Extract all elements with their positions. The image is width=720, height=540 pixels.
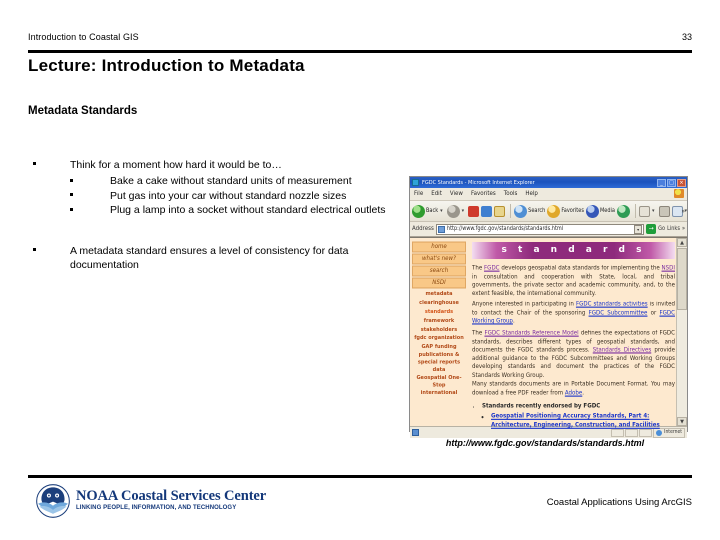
stop-button[interactable] <box>468 206 479 217</box>
back-arrow-icon <box>412 205 425 218</box>
home-icon <box>494 206 505 217</box>
menu-item-favorites[interactable]: Favorites <box>470 190 496 198</box>
toolbar-overflow-button[interactable]: » <box>681 207 685 215</box>
search-button[interactable] <box>514 205 545 218</box>
star-icon <box>547 205 560 218</box>
bullet-marker-icon <box>33 162 36 165</box>
bullet-level2-lamp <box>28 203 398 218</box>
text-segment: is invited to contact the Chair of the sponsoring <box>472 301 675 317</box>
nav-link-international[interactable]: international <box>420 389 458 396</box>
nav-link-metadata[interactable]: metadata <box>425 290 453 298</box>
address-url-text: http://www.fgdc.gov/standards/standards.html <box>446 225 564 233</box>
go-button[interactable] <box>646 224 665 234</box>
bullet-level2-cake <box>28 174 398 189</box>
chevron-down-icon[interactable]: ▾ <box>651 208 655 214</box>
bullet-marker-icon <box>70 193 73 196</box>
bullet-marker-icon <box>70 208 73 211</box>
bullet-spacer <box>28 218 398 244</box>
link-geospatial-positioning-part4[interactable]: Geospatial Positioning Accuracy Standards, Part 4: Architecture, Engineering, Construction, and Facilities <box>491 412 660 429</box>
bullet-text: A metadata standard ensures a level of consistency for data documentation <box>70 244 349 271</box>
forward-button[interactable] <box>447 205 467 218</box>
footer-divider <box>28 475 692 478</box>
page-number: 33 <box>681 32 692 42</box>
history-clock-icon <box>617 205 630 218</box>
menu-item-view[interactable]: View <box>449 190 463 198</box>
menu-item-tools[interactable]: Tools <box>503 190 518 198</box>
bullet-text: Plug a lamp into a socket without standard electrical outlets <box>110 204 386 216</box>
close-button[interactable]: × <box>677 179 686 187</box>
nav-link-clearinghouse[interactable]: clearinghouse <box>419 299 459 307</box>
text-segment: develops geospatial data standards for implementing the <box>499 265 662 272</box>
menu-item-help[interactable]: Help <box>525 190 538 198</box>
link-fgdc[interactable]: FGDC <box>484 265 500 272</box>
link-fgdc-working-group[interactable]: FGDC Working Group <box>472 309 675 325</box>
noaa-logo <box>36 484 266 518</box>
browser-title-bar <box>410 177 687 188</box>
nav-link-geospatial-one-stop[interactable]: Geospatial One-Stop <box>416 373 462 388</box>
text-segment: Anyone interested in participating in <box>472 301 576 308</box>
bullet-level1-think <box>28 158 398 172</box>
page-title: Lecture: Introduction to Metadata <box>28 56 305 75</box>
search-icon <box>514 205 527 218</box>
footer-course-name: Coastal Applications Using ArcGIS <box>546 497 692 508</box>
link-nsdi[interactable]: NSDI <box>661 265 675 272</box>
bullet-level2-gas <box>28 189 398 204</box>
links-overflow-icon[interactable]: » <box>681 225 685 233</box>
nav-link-standards[interactable]: standards <box>424 308 454 316</box>
printer-icon <box>659 206 670 217</box>
url-caption: http://www.fgdc.gov/standards/standards.html <box>445 438 645 448</box>
toolbar-separator <box>510 204 511 218</box>
browser-toolbar <box>410 201 687 222</box>
back-label: Back <box>426 207 439 215</box>
standards-banner: s t a n d a r d s <box>472 242 675 259</box>
nav-link-fgdc-organization[interactable]: fgdc organization <box>414 334 464 342</box>
search-label: Search <box>528 207 546 215</box>
noaa-org-name: NOAA Coastal Services Center <box>76 488 267 504</box>
globe-icon <box>656 430 662 436</box>
header-course-title: Introduction to Coastal GIS <box>28 32 139 42</box>
text-segment: provide additional guidance to the FGDC Subcommittees and Working Groups developing standards and document the practices of the FGDC Standards Working Group. <box>472 346 675 379</box>
media-button[interactable] <box>586 205 615 218</box>
go-label: Go <box>658 225 666 233</box>
menu-item-file[interactable]: File <box>414 190 424 198</box>
paragraph-2 <box>472 301 675 326</box>
browser-window-screenshot <box>409 176 688 436</box>
text-segment: The <box>472 329 485 337</box>
status-page-icon <box>412 429 419 436</box>
scroll-down-arrow-icon[interactable]: ▼ <box>677 417 687 426</box>
chevron-down-icon[interactable]: ▾ <box>440 208 443 214</box>
list-heading-text: Standards recently endorsed by FGDC <box>482 402 601 410</box>
text-segment: or <box>647 309 660 317</box>
status-left <box>412 429 610 436</box>
text-segment: . <box>582 388 585 396</box>
forward-arrow-icon <box>447 205 460 218</box>
media-icon <box>586 205 599 218</box>
nav-link-framework[interactable]: framework <box>423 317 455 325</box>
bullet-text: Bake a cake without standard units of measurement <box>110 175 352 187</box>
paragraph-3 <box>472 330 675 380</box>
nav-link-stakeholders[interactable]: stakeholders <box>420 326 458 334</box>
minimize-button[interactable]: _ <box>657 179 666 187</box>
bullet-level1-consistency <box>28 244 398 272</box>
link-fgdc-subcommittee[interactable]: FGDC Subcommittee <box>588 309 648 317</box>
nav-button-search[interactable]: search <box>412 266 466 277</box>
scroll-up-arrow-icon[interactable]: ▲ <box>677 238 687 247</box>
maximize-button[interactable]: □ <box>667 179 676 187</box>
header-divider <box>28 50 692 53</box>
text-segment: in consultation and cooperation with State, local, and tribal governments, the private sector and academic community, and, to the extent feasible, the international community. <box>472 273 675 297</box>
bullet-text: Think for a moment how hard it would be to… <box>70 159 282 171</box>
refresh-icon <box>481 206 492 217</box>
home-button[interactable] <box>494 206 505 217</box>
nav-link-publications[interactable]: publications & special reports <box>417 350 461 365</box>
list-item <box>482 402 675 430</box>
favorites-label: Favorites <box>561 207 584 215</box>
bullet-list <box>28 158 398 274</box>
stop-icon <box>468 206 479 217</box>
browser-menu-bar <box>410 188 687 201</box>
link-fgdc-standards-activities[interactable]: FGDC standards activities <box>575 301 648 308</box>
security-zone-label: Internet <box>664 429 682 436</box>
bullet-marker-icon <box>70 179 73 182</box>
address-input[interactable] <box>436 224 644 235</box>
edit-button[interactable] <box>672 206 690 217</box>
nav-button-whats-new[interactable]: what's new? <box>412 254 466 265</box>
link-standards-directives[interactable]: Standards Directives <box>592 346 652 354</box>
nav-link-gap-funding[interactable]: GAP funding <box>421 343 457 350</box>
nav-link-data[interactable]: data <box>432 366 446 373</box>
go-arrow-icon: → <box>646 224 656 234</box>
print-button[interactable] <box>659 206 670 217</box>
noaa-tagline: LINKING PEOPLE, INFORMATION, AND TECHNOLOGY <box>76 505 237 511</box>
bullet-text: Put gas into your car without standard nozzle sizes <box>110 189 347 202</box>
standards-list <box>472 402 675 430</box>
noaa-logo-text <box>76 489 266 513</box>
menu-item-edit[interactable]: Edit <box>431 190 442 198</box>
paragraph-1 <box>472 265 675 299</box>
site-main-content <box>468 238 687 429</box>
noaa-seal-icon <box>36 484 70 518</box>
browser-viewport <box>410 237 687 429</box>
refresh-button[interactable] <box>481 206 492 217</box>
section-heading: Metadata Standards <box>28 105 138 117</box>
site-sidebar-nav <box>410 238 468 426</box>
history-button[interactable] <box>617 205 630 218</box>
link-adobe[interactable]: Adobe <box>564 388 583 396</box>
address-label: Address <box>412 225 434 233</box>
chevron-down-icon[interactable]: ▾ <box>684 208 688 214</box>
internet-explorer-icon <box>412 179 419 186</box>
browser-window-title: FGDC Standards - Microsoft Internet Explorer <box>422 179 535 186</box>
bullet-sublist <box>28 174 398 218</box>
scrollbar-thumb[interactable] <box>677 248 687 310</box>
nav-button-nsdi[interactable]: NSDI <box>412 278 466 289</box>
list-item <box>491 412 675 430</box>
mail-icon <box>639 206 650 217</box>
window-controls <box>657 179 686 187</box>
media-label: Media <box>599 207 615 215</box>
paragraph-4 <box>472 381 675 398</box>
text-segment: . <box>512 317 515 325</box>
msn-logo-icon <box>674 189 684 198</box>
bullet-marker-icon <box>33 248 36 251</box>
chevron-down-icon[interactable]: ▾ <box>461 208 465 214</box>
links-button[interactable]: Links <box>667 225 680 233</box>
browser-address-bar <box>410 222 687 237</box>
text-segment: Many standards documents are in Portable Document Format. You may download a free PDF reader from <box>472 380 675 396</box>
address-dropdown-icon[interactable]: ▾ <box>634 225 642 234</box>
text-segment: The <box>472 265 485 272</box>
favorites-button[interactable] <box>547 205 584 218</box>
nav-button-home[interactable]: home <box>412 242 466 253</box>
standards-sublist <box>482 412 675 430</box>
vertical-scrollbar[interactable] <box>676 238 687 426</box>
text-segment: defines the expectations of FGDC standards, describes different types of geospatial standards, and documents the FGDC standards process. <box>472 329 676 354</box>
toolbar-separator <box>635 204 636 218</box>
page-icon <box>438 226 445 233</box>
mail-button[interactable] <box>639 206 657 217</box>
back-button[interactable] <box>412 205 445 218</box>
link-standards-reference-model[interactable]: FGDC Standards Reference Model <box>484 329 579 337</box>
